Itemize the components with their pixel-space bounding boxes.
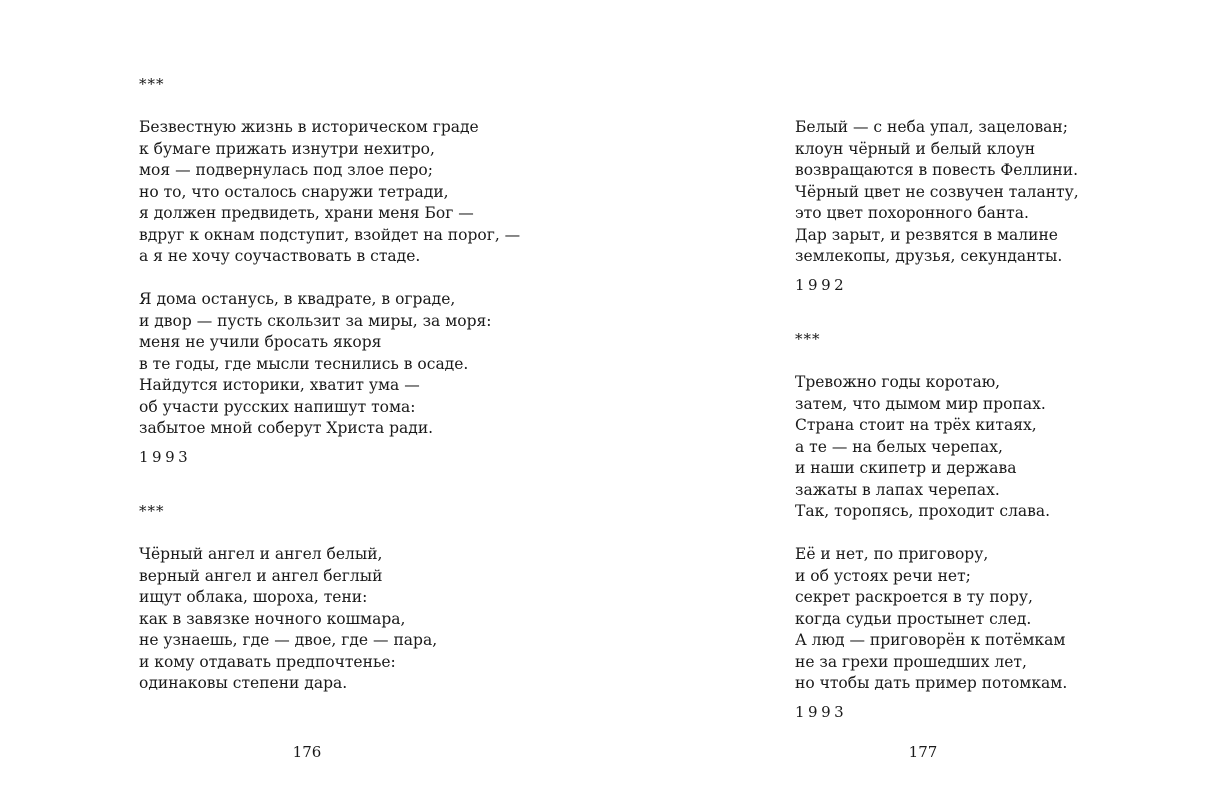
poem-line: клоун чёрный и белый клоун	[795, 139, 1036, 158]
poem-line: не за грехи прошедших лет,	[795, 652, 1027, 671]
poem-line: а те — на белых черепах,	[795, 437, 1003, 456]
poem-stanza	[795, 372, 1079, 523]
poem-line: я должен предвидеть, храни меня Бог —	[139, 204, 474, 222]
poem-line: меня не учили бросать якоря	[139, 333, 382, 351]
poem-line: об участи русских напишут тома:	[139, 397, 416, 416]
poem-line: к бумаге прижать изнутри нехитро,	[139, 139, 435, 158]
page-number: 176	[292, 743, 322, 761]
poem-line: Белый — с неба упал, зацелован;	[795, 118, 1068, 136]
poem-separator: ***	[139, 75, 165, 93]
poem-line: А люд — приговорён к потёмкам	[795, 631, 1066, 649]
poem-line: Чёрный ангел и ангел белый,	[139, 545, 383, 563]
poem-stanza	[139, 117, 520, 268]
poem-line: верный ангел и ангел беглый	[139, 566, 383, 585]
poem-line: Чёрный цвет не созвучен таланту,	[795, 182, 1079, 201]
poem-line: землекопы, друзья, секунданты.	[795, 247, 1063, 265]
poem-line: зажаты в лапах черепах.	[795, 480, 1000, 499]
poem-line: когда судьи простынет след.	[795, 609, 1032, 628]
poem-line: возвращаются в повесть Феллини.	[795, 161, 1078, 179]
poem-line: но то, что осталось снаружи тетради,	[139, 182, 449, 201]
poem-line: Безвестную жизнь в историческом граде	[139, 118, 479, 136]
poem-separator: ***	[795, 330, 821, 348]
left-page-column	[139, 74, 520, 695]
poem-stanza	[795, 117, 1079, 268]
poem-line: вдруг к окнам подступит, взойдет на порог, —	[139, 225, 521, 244]
poem-year: 1992	[795, 275, 848, 294]
poem-line: Найдутся историки, хватит ума —	[139, 376, 420, 394]
poem-line: затем, что дымом мир пропах.	[795, 394, 1046, 413]
poem-stanza	[139, 289, 520, 440]
poem-line: Страна стоит на трёх китаях,	[795, 416, 1037, 434]
poem-line: Тревожно годы коротаю,	[795, 373, 1001, 391]
poem-line: и двор — пусть скользит за миры, за моря:	[139, 311, 492, 330]
poem-stanza	[795, 544, 1079, 695]
right-page	[615, 0, 1230, 800]
poem-line: Её и нет, по приговору,	[795, 545, 989, 563]
poem-line: не узнаешь, где — двое, где — пара,	[139, 631, 438, 649]
poem-line: секрет раскроется в ту пору,	[795, 588, 1033, 606]
poem-line: а я не хочу соучаствовать в стаде.	[139, 247, 421, 265]
poem-line: и кому отдавать предпочтенье:	[139, 652, 396, 671]
page-number: 177	[908, 743, 938, 761]
poem-year: 1993	[795, 702, 848, 721]
poem-line: Я дома останусь, в квадрате, в ограде,	[139, 290, 456, 308]
poem-year: 1993	[139, 447, 192, 466]
poem-line: Так, торопясь, проходит слава.	[795, 502, 1051, 520]
poem-line: но чтобы дать пример потомкам.	[795, 674, 1068, 692]
poem-line: моя — подвернулась под злое перо;	[139, 161, 433, 179]
poem-line: и об устоях речи нет;	[795, 566, 971, 585]
poem-line: в те годы, где мысли теснились в осаде.	[139, 354, 469, 373]
poem-line: одинаковы степени дара.	[139, 674, 348, 692]
poem-line: забытое мной соберут Христа ради.	[139, 419, 434, 437]
poem-line: Дар зарыт, и резвятся в малине	[795, 225, 1058, 244]
right-page-column	[795, 117, 1079, 723]
poem-separator: ***	[139, 502, 165, 520]
poem-line: это цвет похоронного банта.	[795, 204, 1029, 222]
poem-stanza	[139, 544, 520, 695]
poem-line: ищут облака, шороха, тени:	[139, 588, 368, 606]
poem-line: и наши скипетр и держава	[795, 459, 1017, 477]
poem-line: как в завязке ночного кошмара,	[139, 609, 406, 628]
